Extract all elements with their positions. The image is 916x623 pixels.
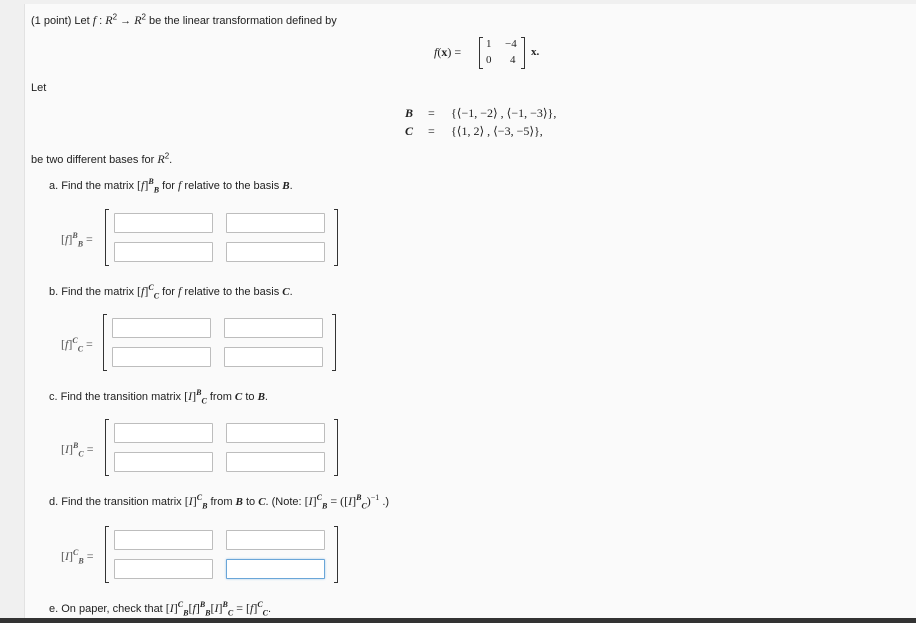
bottom-bar bbox=[0, 618, 916, 623]
formula-lhs: f(x) = bbox=[434, 45, 462, 59]
part-d-label: $[I]^C_B$ = bbox=[61, 548, 94, 566]
basis-b-eq: = bbox=[428, 106, 435, 120]
basis-c-symbol: C bbox=[405, 124, 414, 138]
part-d-cell-12[interactable] bbox=[226, 530, 325, 550]
formula-matrix bbox=[479, 37, 525, 69]
basis-b-symbol: B bbox=[405, 106, 414, 120]
part-d-cell-21[interactable] bbox=[114, 559, 213, 579]
part-b-cell-21[interactable] bbox=[112, 347, 211, 367]
bases-statement: be two different bases for $R^2$. bbox=[31, 151, 173, 166]
part-b-matrix bbox=[103, 314, 336, 371]
formula-m22: 4 bbox=[510, 54, 516, 66]
part-b-cell-12[interactable] bbox=[224, 318, 323, 338]
problem-intro bbox=[31, 13, 337, 28]
part-c-cell-21[interactable] bbox=[114, 452, 213, 472]
part-e-question: e. On paper, check that $[I]^C_B[f]^B_B[I]^B_C = [f]^C_C$. bbox=[49, 600, 272, 618]
part-c-matrix bbox=[105, 419, 338, 476]
basis-b-value: {⟨−1, −2⟩ , ⟨−1, −3⟩}, bbox=[451, 106, 557, 120]
part-a-cell-12[interactable] bbox=[226, 213, 325, 233]
part-c-question: c. Find the transition matrix $[I]^B_C$ from C to B. bbox=[49, 388, 268, 406]
formula-rhs: x. bbox=[531, 46, 540, 58]
part-b-cell-22[interactable] bbox=[224, 347, 323, 367]
part-b-cell-11[interactable] bbox=[112, 318, 211, 338]
part-a-cell-21[interactable] bbox=[114, 242, 213, 262]
part-c-cell-11[interactable] bbox=[114, 423, 213, 443]
intro-text: (1 point) Let f : $R^2 \to R^2$ be the linear transformation defined by bbox=[31, 12, 337, 27]
part-a-matrix bbox=[105, 209, 338, 266]
part-d-cell-22[interactable] bbox=[226, 559, 325, 579]
formula-m21: 0 bbox=[486, 54, 492, 66]
part-d-cell-11[interactable] bbox=[114, 530, 213, 550]
part-a-question: a. Find the matrix $[f]^B_B$ for f relative to the basis B. bbox=[49, 177, 293, 195]
part-d-question: d. Find the transition matrix $[I]^C_B$ from B to C. (Note: $[I]^C_B = ([I]^B_C)^{-1}$ .) bbox=[49, 493, 390, 511]
basis-c-value: {⟨1, 2⟩ , ⟨−3, −5⟩}, bbox=[451, 124, 543, 138]
part-b-label: $[f]^C_C$ = bbox=[61, 336, 93, 354]
formula-m11: 1 bbox=[486, 38, 492, 50]
let-text: Let bbox=[31, 82, 47, 94]
part-a-cell-22[interactable] bbox=[226, 242, 325, 262]
part-c-label: $[I]^B_C$ = bbox=[61, 441, 94, 459]
part-b-question: b. Find the matrix $[f]^C_C$ for f relative to the basis C. bbox=[49, 283, 293, 301]
part-c-cell-12[interactable] bbox=[226, 423, 325, 443]
part-c-cell-22[interactable] bbox=[226, 452, 325, 472]
formula-m12: −4 bbox=[505, 38, 517, 50]
part-a-label: $[f]^B_B$ = bbox=[61, 231, 93, 249]
part-d-matrix bbox=[105, 526, 338, 583]
basis-c-eq: = bbox=[428, 124, 435, 138]
part-a-cell-11[interactable] bbox=[114, 213, 213, 233]
